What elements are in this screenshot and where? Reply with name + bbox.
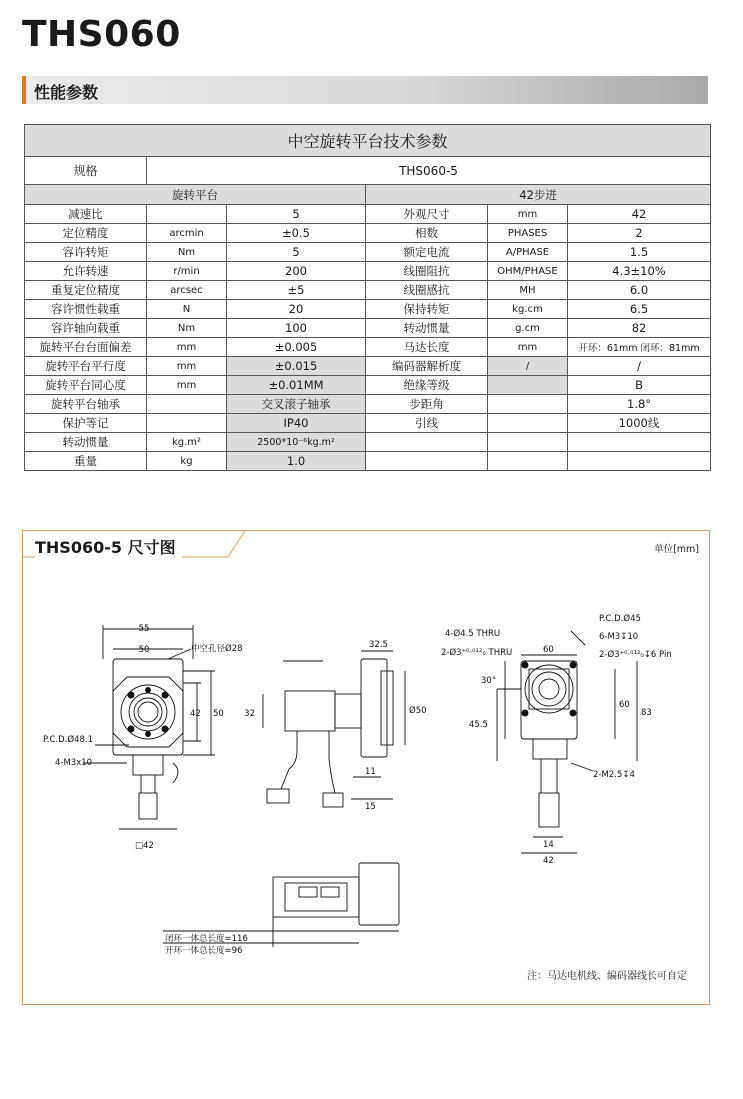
table-header-row <box>25 125 711 157</box>
right-param-unit: MH <box>488 281 568 300</box>
dim-2-pin-thru: 2-Ø3⁺⁰·⁰¹²₀ THRU <box>441 648 513 658</box>
left-param-unit: Nm <box>147 319 227 338</box>
right-param-name: 线圈阻抗 <box>366 262 488 281</box>
dimension-drawing <box>23 531 711 1006</box>
spec-table <box>24 124 711 471</box>
dim-30-degrees: 30° <box>481 676 497 686</box>
table-row <box>25 205 711 224</box>
spec-value: THS060-5 <box>147 157 711 185</box>
dim-15: 15 <box>365 802 376 812</box>
right-param-name: 步距角 <box>366 395 488 414</box>
right-param-unit <box>488 414 568 433</box>
right-param-unit: / <box>488 357 568 376</box>
left-param-name: 旋转平台台面偏差 <box>25 338 147 357</box>
dim-60-horizontal: 60 <box>543 645 554 655</box>
right-param-value: 6.0 <box>568 281 711 300</box>
right-param-value: 4.3±10% <box>568 262 711 281</box>
left-param-value: ±0.005 <box>227 338 366 357</box>
left-param-name: 重复定位精度 <box>25 281 147 300</box>
right-param-value: 1.8° <box>568 395 711 414</box>
right-param-unit <box>488 433 568 452</box>
left-param-value: ±0.01MM <box>227 376 366 395</box>
left-param-unit <box>147 205 227 224</box>
dim-pcd-45: P.C.D.Ø45 <box>599 614 641 624</box>
dim-42-vertical: 42 <box>190 709 201 719</box>
page-title: THS060 <box>22 14 181 55</box>
left-param-unit: Nm <box>147 243 227 262</box>
right-param-value: 2 <box>568 224 711 243</box>
left-param-name: 容许惯性载重 <box>25 300 147 319</box>
left-param-value: 20 <box>227 300 366 319</box>
right-param-value: 42 <box>568 205 711 224</box>
left-param-name: 重量 <box>25 452 147 471</box>
dim-pcd-48: P.C.D.Ø48.1 <box>43 735 94 745</box>
right-param-unit: mm <box>488 338 568 357</box>
right-param-name <box>366 452 488 471</box>
dimension-drawing-panel <box>22 530 710 1005</box>
right-param-name: 相数 <box>366 224 488 243</box>
dim-m3x10: 4-M3x10 <box>55 758 93 768</box>
left-param-unit: mm <box>147 376 227 395</box>
table-row <box>25 224 711 243</box>
right-param-value <box>568 452 711 471</box>
dim-45-5: 45.5 <box>469 720 488 730</box>
right-param-unit: g.cm <box>488 319 568 338</box>
right-param-value: 1000线 <box>568 414 711 433</box>
right-param-value: 1.5 <box>568 243 711 262</box>
left-param-value: 100 <box>227 319 366 338</box>
right-param-name: 保持转矩 <box>366 300 488 319</box>
footnote: 注：马达电机线、编码器线长可自定 <box>527 971 687 982</box>
table-row <box>25 414 711 433</box>
right-param-unit <box>488 395 568 414</box>
left-param-name: 容许转矩 <box>25 243 147 262</box>
left-param-value: 5 <box>227 243 366 262</box>
left-param-name: 旋转平台同心度 <box>25 376 147 395</box>
section-accent <box>22 76 26 104</box>
left-param-unit: mm <box>147 338 227 357</box>
right-param-name: 绝缘等级 <box>366 376 488 395</box>
right-param-name: 转动惯量 <box>366 319 488 338</box>
right-param-value: / <box>568 357 711 376</box>
right-param-unit: A/PHASE <box>488 243 568 262</box>
left-param-value: 交叉滚子轴承 <box>227 395 366 414</box>
dim-2-m2-5: 2-M2.5↧4 <box>593 770 635 780</box>
table-row <box>25 300 711 319</box>
left-param-value: 200 <box>227 262 366 281</box>
dim-2-pin-6: 2-Ø3⁺⁰·⁰¹²₀↧6 Pin <box>599 650 672 660</box>
table-row <box>25 262 711 281</box>
right-param-unit <box>488 376 568 395</box>
dim-60-vertical: 60 <box>619 700 630 710</box>
right-param-unit: kg.cm <box>488 300 568 319</box>
left-param-value: IP40 <box>227 414 366 433</box>
left-param-name: 容许轴向载重 <box>25 319 147 338</box>
title-notch <box>228 531 245 557</box>
right-param-value: 开环：61mm 闭环：81mm <box>568 338 711 357</box>
left-param-name: 转动惯量 <box>25 433 147 452</box>
unit-note: 单位[mm] <box>654 544 699 555</box>
left-param-unit: N <box>147 300 227 319</box>
left-param-unit: kg.m² <box>147 433 227 452</box>
left-param-unit <box>147 414 227 433</box>
dim-50-vertical: 50 <box>213 709 224 719</box>
left-param-value: ±0.5 <box>227 224 366 243</box>
table-row <box>25 376 711 395</box>
left-param-unit: r/min <box>147 262 227 281</box>
left-param-value: 5 <box>227 205 366 224</box>
section-header-performance <box>22 76 708 104</box>
left-param-unit: arcsec <box>147 281 227 300</box>
left-param-name: 定位精度 <box>25 224 147 243</box>
dim-open-loop-length: 开环一体总长度=96 <box>165 946 243 956</box>
left-param-unit: mm <box>147 357 227 376</box>
left-param-value: 2500*10⁻⁶kg.m² <box>227 433 366 452</box>
right-param-unit: mm <box>488 205 568 224</box>
right-param-name <box>366 433 488 452</box>
dim-phi-50: Ø50 <box>409 706 427 716</box>
group-right: 42步进 <box>366 185 711 205</box>
dim-83: 83 <box>641 708 652 718</box>
table-row <box>25 395 711 414</box>
right-param-unit: PHASES <box>488 224 568 243</box>
dim-42-horizontal: 42 <box>543 856 554 866</box>
right-param-value: B <box>568 376 711 395</box>
table-row <box>25 433 711 452</box>
dim-hollow-hole: 中空孔径Ø28 <box>191 644 243 654</box>
table-row <box>25 338 711 357</box>
left-param-value: ±5 <box>227 281 366 300</box>
left-param-name: 保护等记 <box>25 414 147 433</box>
section-label: 性能参数 <box>34 83 99 102</box>
left-param-unit: kg <box>147 452 227 471</box>
drawing-title: THS060-5 尺寸图 <box>35 535 182 558</box>
right-param-name: 编码器解析度 <box>366 357 488 376</box>
right-param-name: 线圈感抗 <box>366 281 488 300</box>
right-param-unit <box>488 452 568 471</box>
dim-32: 32 <box>244 709 255 719</box>
right-param-value <box>568 433 711 452</box>
left-param-value: ±0.015 <box>227 357 366 376</box>
left-param-name: 旋转平台平行度 <box>25 357 147 376</box>
table-row <box>25 357 711 376</box>
table-row <box>25 243 711 262</box>
front-view <box>83 625 215 829</box>
dim-11: 11 <box>365 767 376 777</box>
right-param-value: 6.5 <box>568 300 711 319</box>
dim-32-5: 32.5 <box>369 640 388 650</box>
left-param-unit <box>147 395 227 414</box>
right-param-name: 外观尺寸 <box>366 205 488 224</box>
dim-55: 55 <box>138 624 150 634</box>
right-param-unit: OHM/PHASE <box>488 262 568 281</box>
left-param-value: 1.0 <box>227 452 366 471</box>
right-param-value: 82 <box>568 319 711 338</box>
left-param-name: 允许转速 <box>25 262 147 281</box>
right-view <box>497 631 637 853</box>
right-param-name: 马达长度 <box>366 338 488 357</box>
dim-4-holes-4-5: 4-Ø4.5 THRU <box>445 629 501 639</box>
spec-row <box>25 157 711 185</box>
side-view <box>263 651 405 807</box>
group-row <box>25 185 711 205</box>
left-param-unit: arcmin <box>147 224 227 243</box>
dim-14: 14 <box>543 840 554 850</box>
table-row <box>25 281 711 300</box>
right-param-name: 引线 <box>366 414 488 433</box>
left-param-name: 减速比 <box>25 205 147 224</box>
spec-label: 规格 <box>25 157 147 185</box>
dim-6-m3: 6-M3↧10 <box>599 632 639 642</box>
right-param-name: 额定电流 <box>366 243 488 262</box>
dim-closed-loop-length: 闭环一体总长度=116 <box>165 934 248 944</box>
group-left: 旋转平台 <box>25 185 366 205</box>
table-row <box>25 319 711 338</box>
dim-50: 50 <box>138 645 150 655</box>
table-title: 中空旋转平台技术参数 <box>25 125 711 157</box>
left-param-name: 旋转平台轴承 <box>25 395 147 414</box>
table-row <box>25 452 711 471</box>
dim-square-42: □42 <box>135 841 154 851</box>
